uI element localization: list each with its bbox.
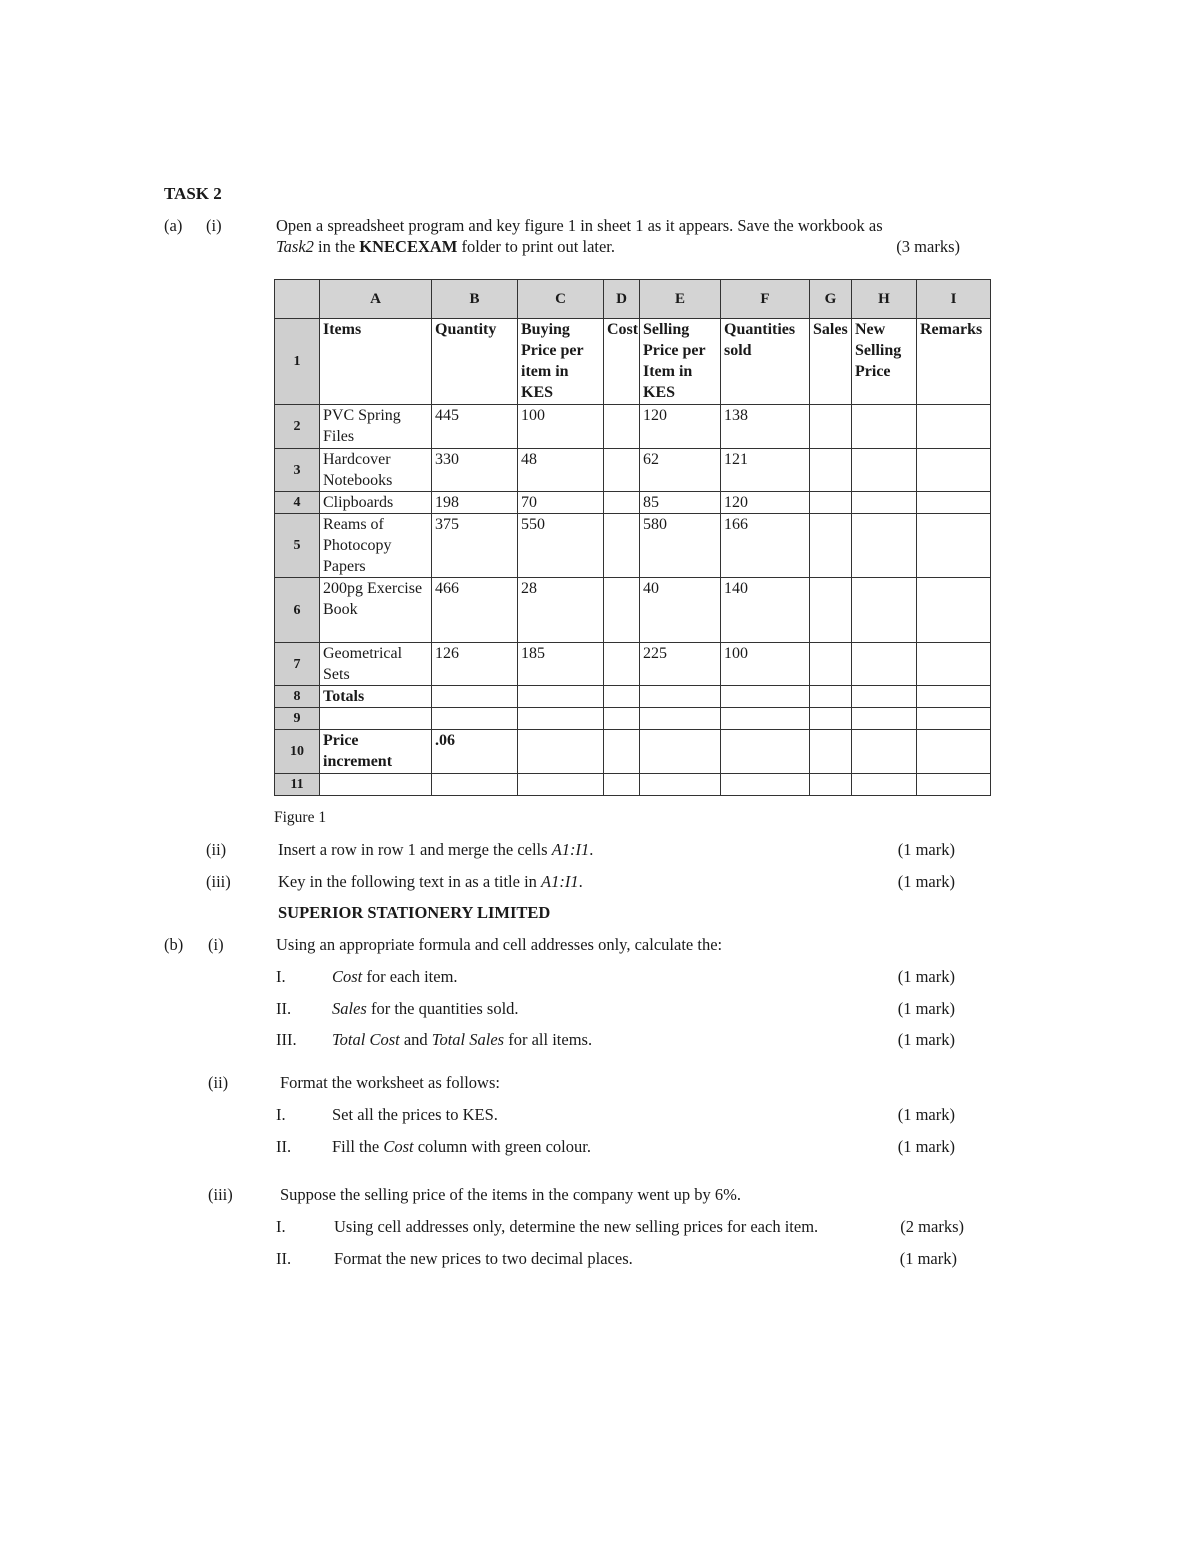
table-cell bbox=[604, 514, 640, 578]
row-header: 9 bbox=[275, 708, 320, 730]
item-number: I. bbox=[276, 1217, 286, 1236]
table-cell bbox=[810, 774, 852, 796]
table-cell bbox=[518, 774, 604, 796]
table-cell: 330 bbox=[432, 449, 518, 492]
spreadsheet-figure bbox=[274, 279, 991, 796]
table-cell bbox=[432, 686, 518, 708]
table-cell bbox=[852, 449, 917, 492]
table-cell: 140 bbox=[721, 578, 810, 643]
marks: (1 mark) bbox=[897, 1137, 955, 1156]
part-b-i-number: (i) bbox=[208, 935, 224, 954]
table-cell: Clipboards bbox=[320, 492, 432, 514]
part-a-iii-text: Key in the following text in as a title in A1:I1. (1 mark) bbox=[278, 872, 955, 891]
figure-caption: Figure 1 bbox=[274, 809, 327, 826]
part-a-i-line2: Task2 in the KNECEXAM folder to print out later. (3 marks) bbox=[276, 237, 960, 256]
table-cell bbox=[320, 774, 432, 796]
table-row bbox=[275, 319, 991, 405]
table-cell bbox=[432, 708, 518, 730]
marks: (1 mark) bbox=[899, 1249, 957, 1268]
row-header: 5 bbox=[275, 514, 320, 578]
table-cell bbox=[917, 686, 991, 708]
item-number: II. bbox=[276, 1249, 292, 1268]
table-cell bbox=[640, 730, 721, 774]
column-header: C bbox=[518, 280, 604, 319]
table-row bbox=[275, 686, 991, 708]
table-cell: PVC Spring Files bbox=[320, 405, 432, 449]
table-cell bbox=[640, 686, 721, 708]
table-cell: 225 bbox=[640, 643, 721, 686]
table-cell bbox=[810, 405, 852, 449]
table-cell bbox=[810, 449, 852, 492]
table-cell: 70 bbox=[518, 492, 604, 514]
column-header: I bbox=[917, 280, 991, 319]
table-cell bbox=[810, 578, 852, 643]
table-cell bbox=[518, 708, 604, 730]
table-cell: Geometrical Sets bbox=[320, 643, 432, 686]
table-row bbox=[275, 449, 991, 492]
table-cell bbox=[604, 405, 640, 449]
part-a-label: (a) bbox=[164, 216, 183, 235]
table-cell bbox=[852, 578, 917, 643]
table-cell: 100 bbox=[721, 643, 810, 686]
table-cell: 126 bbox=[432, 643, 518, 686]
table-cell: 200pg Exercise Book bbox=[320, 578, 432, 643]
table-cell bbox=[320, 708, 432, 730]
table-cell bbox=[852, 643, 917, 686]
table-cell bbox=[604, 578, 640, 643]
table-cell bbox=[917, 708, 991, 730]
table-cell bbox=[852, 686, 917, 708]
column-header: F bbox=[721, 280, 810, 319]
item-text: Sales for the quantities sold. (1 mark) bbox=[332, 999, 955, 1018]
item-text: Cost for each item. (1 mark) bbox=[332, 967, 955, 986]
header-cell: Buying Price per item in KES bbox=[518, 319, 604, 405]
column-header: B bbox=[432, 280, 518, 319]
table-cell bbox=[432, 774, 518, 796]
table-cell bbox=[917, 514, 991, 578]
table-cell bbox=[604, 492, 640, 514]
table-cell bbox=[917, 774, 991, 796]
table-cell bbox=[852, 514, 917, 578]
table-cell bbox=[604, 708, 640, 730]
table-cell: 550 bbox=[518, 514, 604, 578]
table-row bbox=[275, 492, 991, 514]
header-cell: Quantities sold bbox=[721, 319, 810, 405]
table-cell bbox=[640, 774, 721, 796]
marks: (1 mark) bbox=[897, 999, 955, 1018]
header-cell: Selling Price per Item in KES bbox=[640, 319, 721, 405]
table-cell bbox=[604, 643, 640, 686]
marks: (1 mark) bbox=[897, 840, 955, 859]
table-cell: 466 bbox=[432, 578, 518, 643]
table-cell bbox=[852, 405, 917, 449]
table-cell: Totals bbox=[320, 686, 432, 708]
table-cell bbox=[604, 774, 640, 796]
column-header: G bbox=[810, 280, 852, 319]
table-cell bbox=[604, 686, 640, 708]
table-cell: 185 bbox=[518, 643, 604, 686]
table-cell bbox=[810, 643, 852, 686]
table-cell: .06 bbox=[432, 730, 518, 774]
table-cell: Reams of Photocopy Papers bbox=[320, 514, 432, 578]
table-cell bbox=[917, 492, 991, 514]
part-b-label: (b) bbox=[164, 935, 184, 954]
part-a-i-number: (i) bbox=[206, 216, 222, 235]
table-cell bbox=[917, 405, 991, 449]
table-row bbox=[275, 514, 991, 578]
table-row bbox=[275, 643, 991, 686]
row-header: 1 bbox=[275, 319, 320, 405]
header-cell: Quantity bbox=[432, 319, 518, 405]
row-header: 11 bbox=[275, 774, 320, 796]
part-a-ii-text: Insert a row in row 1 and merge the cells A1:I1. (1 mark) bbox=[278, 840, 955, 859]
item-text: Format the new prices to two decimal places. (1 mark) bbox=[334, 1249, 957, 1268]
table-cell bbox=[917, 449, 991, 492]
table-cell: Price increment bbox=[320, 730, 432, 774]
table-cell: 28 bbox=[518, 578, 604, 643]
folder-name: KNECEXAM bbox=[359, 237, 458, 256]
table-cell bbox=[852, 730, 917, 774]
header-cell: New Selling Price bbox=[852, 319, 917, 405]
marks: (1 mark) bbox=[897, 967, 955, 986]
workbook-name: Task2 bbox=[276, 237, 314, 256]
table-row bbox=[275, 774, 991, 796]
column-header: H bbox=[852, 280, 917, 319]
table-cell: 198 bbox=[432, 492, 518, 514]
marks: (1 mark) bbox=[897, 872, 955, 891]
item-text: Set all the prices to KES. (1 mark) bbox=[332, 1105, 955, 1124]
table-cell: 138 bbox=[721, 405, 810, 449]
table-cell bbox=[721, 730, 810, 774]
part-b-iii-number: (iii) bbox=[208, 1185, 233, 1204]
table-cell bbox=[810, 514, 852, 578]
table-cell: 445 bbox=[432, 405, 518, 449]
table-cell bbox=[917, 643, 991, 686]
part-a-i-line1: Open a spreadsheet program and key figure 1 in sheet 1 as it appears. Save the workbook as bbox=[276, 216, 883, 235]
table-cell bbox=[604, 730, 640, 774]
header-cell: Cost bbox=[604, 319, 640, 405]
item-text: Using cell addresses only, determine the new selling prices for each item. (2 marks) bbox=[334, 1217, 964, 1236]
marks: (3 marks) bbox=[896, 237, 960, 256]
table-row bbox=[275, 578, 991, 643]
header-cell: Items bbox=[320, 319, 432, 405]
title-text: SUPERIOR STATIONERY LIMITED bbox=[278, 903, 551, 922]
table-cell bbox=[721, 774, 810, 796]
header-cell: Remarks bbox=[917, 319, 991, 405]
item-number: I. bbox=[276, 1105, 286, 1124]
table-cell: 580 bbox=[640, 514, 721, 578]
table-cell bbox=[810, 708, 852, 730]
table-cell bbox=[917, 578, 991, 643]
part-a-iii-number: (iii) bbox=[206, 872, 231, 891]
table-cell: 62 bbox=[640, 449, 721, 492]
column-header: E bbox=[640, 280, 721, 319]
table-cell: 100 bbox=[518, 405, 604, 449]
column-header: A bbox=[320, 280, 432, 319]
marks: (1 mark) bbox=[897, 1105, 955, 1124]
table-cell bbox=[852, 708, 917, 730]
table-cell: 85 bbox=[640, 492, 721, 514]
item-text: Total Cost and Total Sales for all items. (1 mark) bbox=[332, 1030, 955, 1049]
table-cell: Hardcover Notebooks bbox=[320, 449, 432, 492]
part-b-i-text: Using an appropriate formula and cell addresses only, calculate the: bbox=[276, 935, 723, 954]
table-cell bbox=[721, 708, 810, 730]
table-cell: 166 bbox=[721, 514, 810, 578]
table-cell bbox=[852, 492, 917, 514]
table-cell bbox=[604, 449, 640, 492]
table-cell: 375 bbox=[432, 514, 518, 578]
row-header: 4 bbox=[275, 492, 320, 514]
table-cell: 121 bbox=[721, 449, 810, 492]
table-cell bbox=[810, 492, 852, 514]
table-cell bbox=[917, 730, 991, 774]
column-header-row bbox=[275, 280, 991, 319]
part-a-ii-number: (ii) bbox=[206, 840, 227, 859]
item-number: III. bbox=[276, 1030, 297, 1049]
corner-cell bbox=[275, 280, 320, 319]
row-header: 7 bbox=[275, 643, 320, 686]
marks: (2 marks) bbox=[900, 1217, 964, 1236]
row-header: 8 bbox=[275, 686, 320, 708]
item-number: II. bbox=[276, 1137, 292, 1156]
table-cell: 120 bbox=[640, 405, 721, 449]
part-b-ii-number: (ii) bbox=[208, 1073, 229, 1092]
part-b-iii-text: Suppose the selling price of the items in the company went up by 6%. bbox=[280, 1185, 741, 1204]
table-cell: 48 bbox=[518, 449, 604, 492]
table-cell bbox=[810, 686, 852, 708]
table-cell bbox=[810, 730, 852, 774]
table-cell bbox=[640, 708, 721, 730]
row-header: 10 bbox=[275, 730, 320, 774]
header-cell: Sales bbox=[810, 319, 852, 405]
row-header: 3 bbox=[275, 449, 320, 492]
column-header: D bbox=[604, 280, 640, 319]
table-row bbox=[275, 730, 991, 774]
table-cell: 120 bbox=[721, 492, 810, 514]
row-header: 2 bbox=[275, 405, 320, 449]
marks: (1 mark) bbox=[897, 1030, 955, 1049]
table-cell bbox=[721, 686, 810, 708]
task-heading: TASK 2 bbox=[164, 184, 222, 203]
part-b-ii-text: Format the worksheet as follows: bbox=[280, 1073, 500, 1092]
item-number: I. bbox=[276, 967, 286, 986]
row-header: 6 bbox=[275, 578, 320, 643]
table-cell bbox=[518, 730, 604, 774]
table-cell bbox=[852, 774, 917, 796]
table-row bbox=[275, 405, 991, 449]
table-row bbox=[275, 708, 991, 730]
table-cell: 40 bbox=[640, 578, 721, 643]
item-text: Fill the Cost column with green colour. (1 mark) bbox=[332, 1137, 955, 1156]
item-number: II. bbox=[276, 999, 292, 1018]
table-cell bbox=[518, 686, 604, 708]
